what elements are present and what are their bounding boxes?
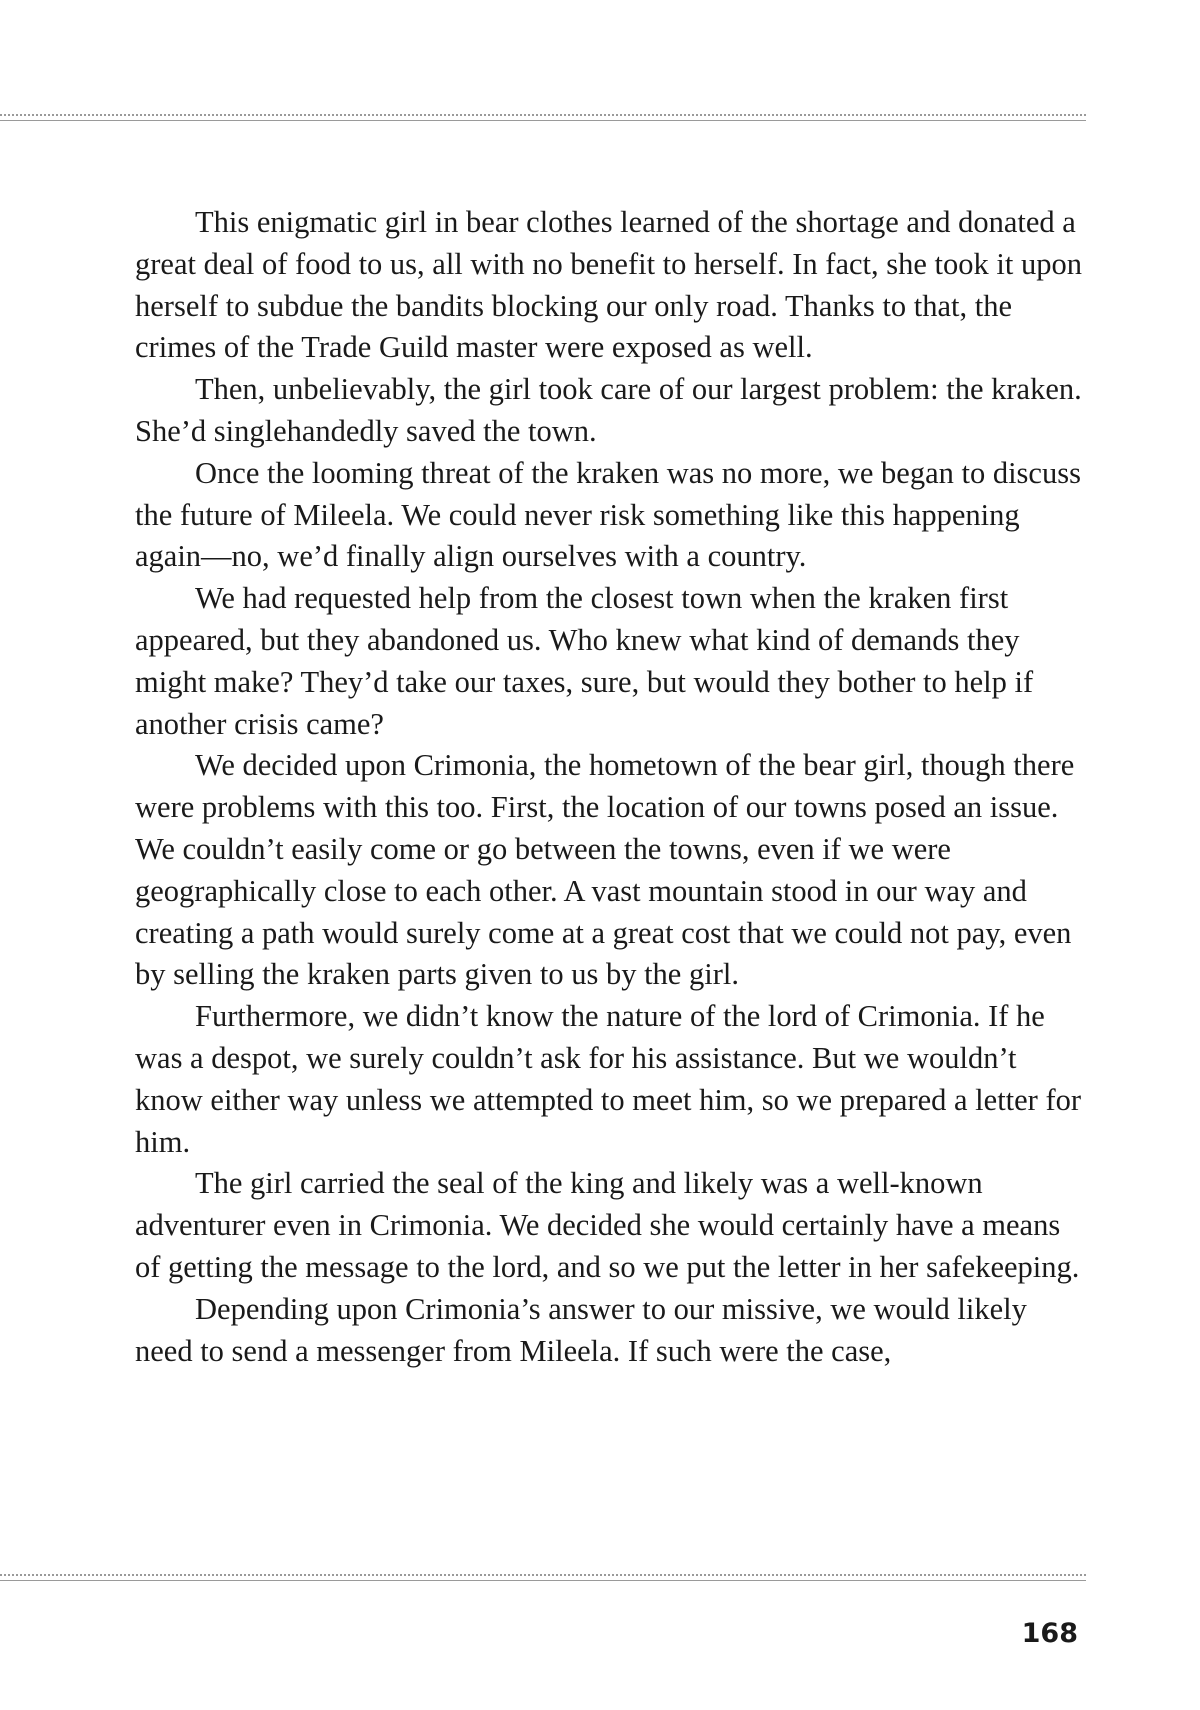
paragraph: The girl carried the seal of the king and likely was a well-known adventurer even in Crimonia. We decided she would certainly have a means of getting the message to the lord, and so we put the letter in her safekeeping.: [135, 1166, 1080, 1284]
paragraph: We had requested help from the closest town when the kraken first appeared, but they abandoned us. Who knew what kind of demands they might make? They’d take our taxes, sure, but would they bother to help if another crisis came?: [135, 581, 1034, 741]
body-text: [135, 202, 1090, 1372]
paragraph: We decided upon Crimonia, the hometown of the bear girl, though there were problems with this too. First, the location of our towns posed an issue. We couldn’t easily come or go between the towns, even if we were geographically close to each other. A vast mountain stood in our way and creating a path would surely come at a great cost that we could not pay, even by selling the kraken parts given to us by the girl.: [135, 748, 1075, 992]
paragraph: Furthermore, we didn’t know the nature of the lord of Crimonia. If he was a despot, we surely couldn’t ask for his assistance. But we wouldn’t know either way unless we attempted to meet him, so we prepared a letter for him.: [135, 999, 1082, 1159]
header-divider: [0, 114, 1086, 126]
paragraph: Depending upon Crimonia’s answer to our missive, we would likely need to send a messenger from Mileela. If such were the case,: [135, 1291, 1027, 1368]
paragraph: This enigmatic girl in bear clothes learned of the shortage and donated a great deal of food to us, all with no benefit to herself. In fact, she took it upon herself to subdue the bandits blocking our only road. Thanks to that, the crimes of the Trade Guild master were exposed as well.: [135, 205, 1082, 365]
page-number: 168: [1021, 1618, 1078, 1649]
paragraph: Once the looming threat of the kraken was no more, we began to discuss the future of Mileela. We could never risk something like this happening again—no, we’d finally align ourselves with a country.: [135, 455, 1081, 574]
footer-divider: [0, 1574, 1086, 1586]
paragraph: Then, unbelievably, the girl took care of our largest problem: the kraken. She’d singlehandedly saved the town.: [135, 372, 1082, 448]
